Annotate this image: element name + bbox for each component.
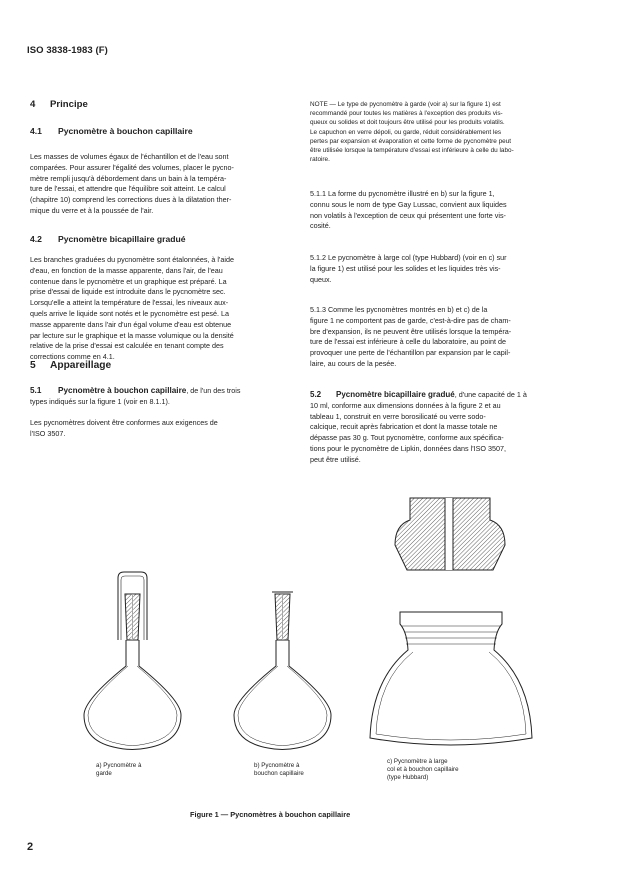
section-title: Appareillage [50, 360, 112, 371]
text-line: laire, au cours de la pesée. [310, 358, 397, 368]
section-title: Principe [50, 99, 88, 110]
standard-id: ISO 3838-1983 (F) [27, 45, 108, 56]
text-line: dépasse pas 30 g. Tout pycnomètre, conforme aux spécifica- [310, 433, 504, 443]
text-line: masse apparente dans l'air d'un égal volume d'eau est obtenue [30, 319, 232, 329]
text-line: contenue dans le pycnomètre et un graphique est préparé. La [30, 276, 227, 286]
text-line: provoquer une perte de l'échantillon par expansion par le capil- [310, 348, 511, 358]
pycnometer-guard-drawing [84, 572, 181, 750]
text-line: ture de l'essai est inférieure à celle du laboratoire, au point de [310, 337, 506, 347]
text-line: cosité. [310, 221, 331, 231]
text-line: tions pour le pycnomètre de Lipkin, données dans l'ISO 3507, [310, 443, 506, 453]
text-line: connu sous le nom de type Gay Lussac, convient aux liquides [310, 199, 507, 209]
note-line: pertes par expansion et évaporation et cette forme de pycnomètre peut [310, 137, 512, 145]
text-fragment: , d'une capacité de 1 à [454, 390, 527, 399]
text-line: 5.1.2 Le pycnomètre à large col (type Hubbard) (voir en c) sur [310, 253, 507, 262]
text-line: l'ISO 3507. [30, 428, 66, 438]
note-line: recommandé pour toutes les matières à l'exception des produits vis- [310, 110, 503, 118]
caption-a [96, 762, 141, 778]
section-title: Pycnomètre à bouchon capillaire [58, 126, 193, 136]
text-line: 10 ml, conforme aux dimensions données à la figure 2 et au [310, 400, 501, 410]
section-number: 4 [30, 99, 36, 110]
text-line: mique du verre et à la poussée de l'air. [30, 205, 154, 215]
caption-line: bouchon capillaire [254, 770, 304, 777]
caption-line: c) Pycnomètre à large [387, 758, 448, 765]
note-line: Le capuchon en verre dépoli, ou garde, réduit considérablement les [310, 128, 502, 136]
section-title: Pycnomètre bicapillaire gradué [336, 390, 455, 399]
text-line: Les masses de volumes égaux de l'échantillon et de l'eau sont [30, 152, 229, 161]
text-line: Les pycnomètres doivent être conformes aux exigences de [30, 418, 218, 427]
section-title: Pycnomètre à bouchon capillaire [58, 386, 187, 395]
caption-line: a) Pycnomètre à [96, 762, 142, 769]
text-line: Lorsqu'elle a atteint la température de l'essai, les niveaux aux- [30, 298, 229, 308]
text-line: mètre rempli jusqu'à débordement dans un bain à la tempéra- [30, 173, 227, 183]
section-number: 4.1 [30, 126, 42, 136]
caption-line: b) Pycnomètre à [254, 762, 300, 769]
text-line: peut être utilisé. [310, 454, 361, 464]
caption-line: garde [96, 770, 112, 777]
text-line: non volatils à l'exception de ceux qui présentent une forte vis- [310, 210, 506, 220]
text-line: corrections comme en 4.1. [30, 352, 115, 362]
pycnometer-gay-lussac-drawing [234, 592, 331, 750]
caption-c [387, 758, 459, 782]
text-line: tableau 1, construit en verre borosilicaté ou verre sodo- [310, 411, 486, 421]
note-line: être utilisée lorsque la température d'essai est inférieure à celle du labo- [310, 147, 514, 155]
section-number: 5 [30, 360, 36, 371]
text-line: (chapitre 10) comprend les corrections dues à la dilatation ther- [30, 195, 232, 205]
text-line: prise d'essai de liquide est introduite dans le pycnomètre sec. [30, 287, 226, 297]
text-line: quels arrive le liquide sont notés et le pycnomètre est pesé. La [30, 308, 229, 318]
figure-title: Figure 1 — Pycnomètres à bouchon capillaire [190, 810, 351, 819]
text-line: types indiqués sur la figure 1 (voir en 8.1.1). [30, 396, 170, 406]
note-line: NOTE — Le type de pycnomètre à garde (voir a) sur la figure 1) est [310, 101, 501, 108]
text-line: la figure 1) est utilisé pour les solides et les liquides très vis- [310, 263, 501, 273]
section-title: Pycnomètre bicapillaire gradué [58, 234, 186, 244]
note-line: queux ou solides et doit toujours être utilisé pour les produits volatils. [310, 119, 505, 127]
text-line: bre d'expansion, ils ne peuvent être utilisés lorsque la tempéra- [310, 326, 512, 336]
page-number: 2 [27, 841, 34, 853]
text-fragment: , de l'un des trois [186, 386, 241, 395]
text-line: calcique, recuit après fabrication et dont la masse totale ne [310, 422, 498, 432]
text-line: queux. [310, 274, 332, 284]
text-line: comparées. Pour assurer l'égalité des volumes, placer le pycno- [30, 162, 234, 172]
text-line: ture de l'essai, et attendre que l'équilibre soit atteint. Le calcul [30, 184, 226, 194]
note-line: ratoire. [310, 156, 330, 164]
section-number: 5.2 [310, 390, 322, 399]
text-line: par lecture sur le graphique et la masse volumique ou la densité [30, 330, 234, 340]
text-line: relative de la prise d'essai est calculée en tenant compte des [30, 341, 224, 351]
text-line: Les branches graduées du pycnomètre sont étalonnées, à l'aide [30, 255, 234, 264]
caption-b [254, 762, 304, 778]
pycnometer-hubbard-drawing [370, 498, 532, 745]
text-line: figure 1 ne comportent pas de garde, c'est-à-dire pas de cham- [310, 315, 511, 325]
section-number: 5.1 [30, 386, 42, 395]
section-number: 4.2 [30, 234, 42, 244]
caption-line: col et à bouchon capillaire [387, 766, 459, 773]
text-line: 5.1.3 Comme les pycnomètres montrés en b) et c) de la [310, 305, 488, 314]
caption-line: (type Hubbard) [387, 774, 429, 781]
text-line: d'eau, en fonction de la masse apparente, dans l'air, de l'eau [30, 265, 223, 275]
text-line: 5.1.1 La forme du pycnomètre illustré en b) sur la figure 1, [310, 189, 495, 198]
